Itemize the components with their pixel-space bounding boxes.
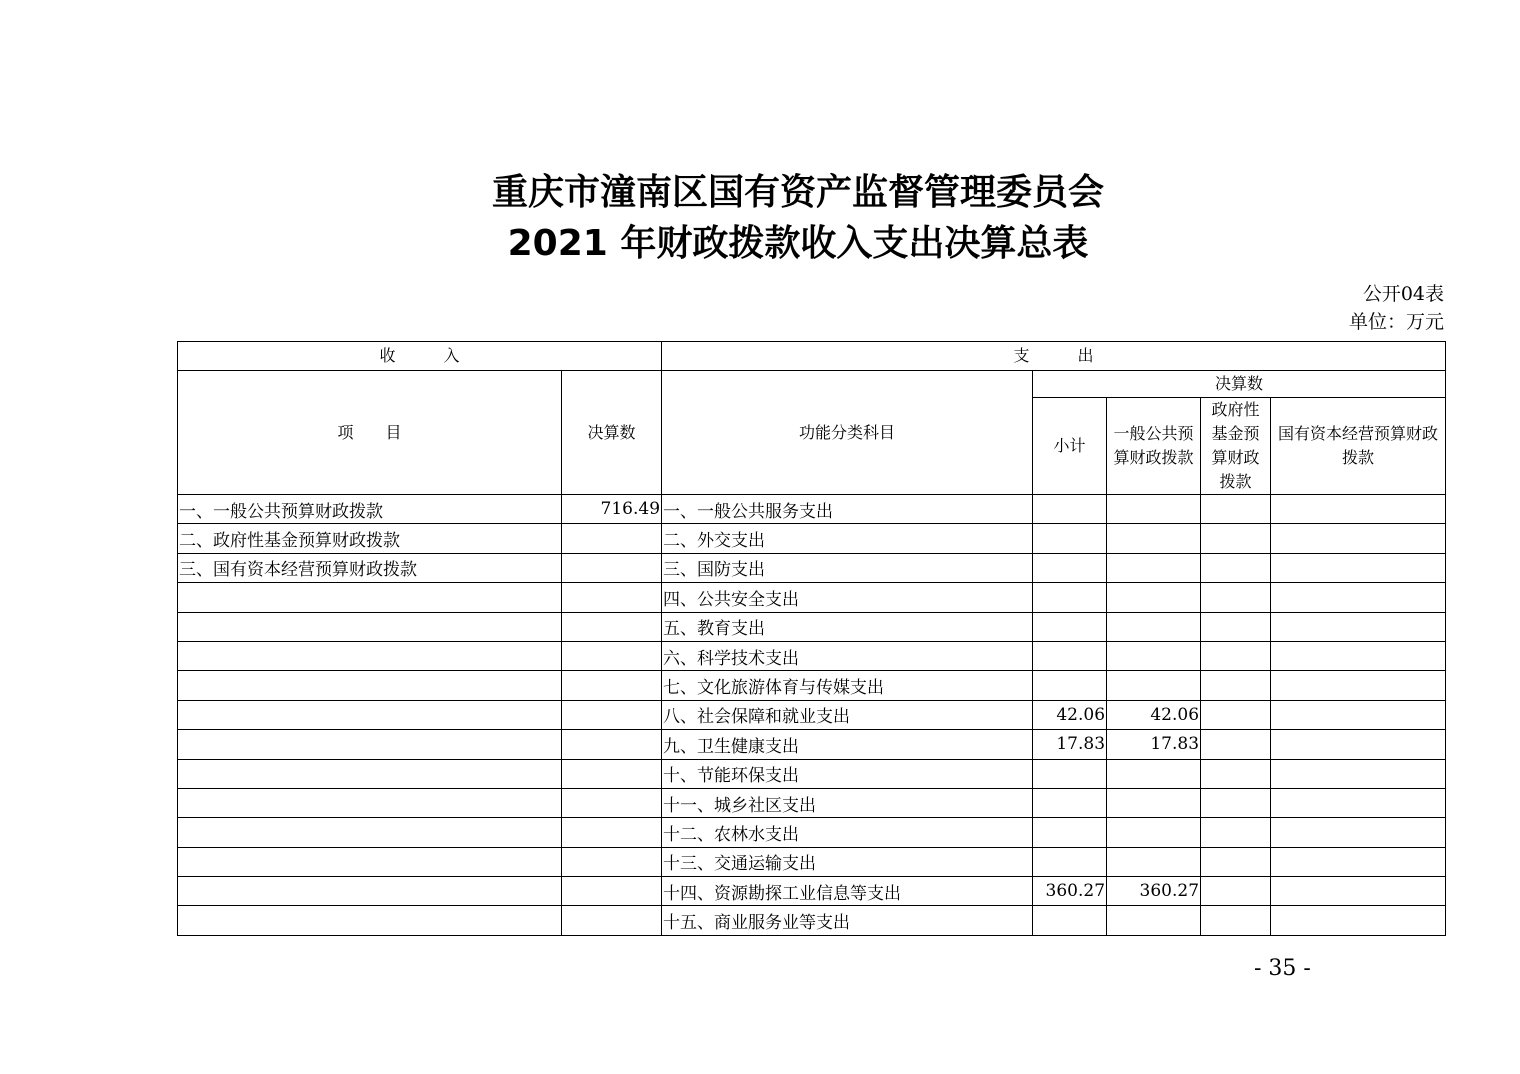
- subtotal-cell: 42.06: [1033, 700, 1107, 729]
- table-row: [178, 671, 1446, 700]
- state-capital-cell: [1271, 553, 1446, 582]
- income-amount-cell: [562, 612, 662, 641]
- general-public-cell: 42.06: [1107, 700, 1201, 729]
- document-title-line2: 2021 年财政拨款收入支出决算总表: [507, 223, 1089, 264]
- subtotal-cell: [1033, 818, 1107, 847]
- subtotal-cell: [1033, 759, 1107, 788]
- expense-item-cell: 十四、资源勘探工业信息等支出: [662, 877, 1033, 906]
- state-capital-cell: [1271, 700, 1446, 729]
- subtotal-cell: [1033, 612, 1107, 641]
- table-row: [178, 788, 1446, 817]
- income-amount-cell: [562, 759, 662, 788]
- income-amount-cell: [562, 818, 662, 847]
- gov-fund-budget-header: 政府性基金预算财政拨款: [1201, 398, 1271, 495]
- income-item-cell: [178, 847, 562, 876]
- expense-item-cell: 十三、交通运输支出: [662, 847, 1033, 876]
- subtotal-cell: 360.27: [1033, 877, 1107, 906]
- expense-item-cell: 五、教育支出: [662, 612, 1033, 641]
- gov-fund-cell: [1201, 612, 1271, 641]
- income-amount-cell: [562, 700, 662, 729]
- income-item-cell: [178, 583, 562, 612]
- income-amount-cell: [562, 847, 662, 876]
- income-header: 收 入: [178, 342, 662, 371]
- table-row: [178, 495, 1446, 524]
- state-capital-cell: [1271, 877, 1446, 906]
- expense-item-cell: 一、一般公共服务支出: [662, 495, 1033, 524]
- expense-item-cell: 十一、城乡社区支出: [662, 788, 1033, 817]
- general-public-cell: [1107, 818, 1201, 847]
- table-row: [178, 641, 1446, 670]
- table-row: [178, 877, 1446, 906]
- income-amount-cell: [562, 524, 662, 553]
- state-capital-cell: [1271, 495, 1446, 524]
- income-item-cell: 三、国有资本经营预算财政拨款: [178, 553, 562, 582]
- unit-label: 单位：万元: [1348, 311, 1444, 333]
- budget-summary-table: [177, 341, 1446, 936]
- table-row: [178, 524, 1446, 553]
- final-amount-group-header: 决算数: [1033, 371, 1446, 398]
- subtotal-cell: [1033, 906, 1107, 935]
- document-title-line1: 重庆市潼南区国有资产监督管理委员会: [491, 172, 1104, 213]
- table-row: [178, 847, 1446, 876]
- table-row: [178, 553, 1446, 582]
- gov-fund-cell: [1201, 641, 1271, 670]
- subtotal-cell: [1033, 583, 1107, 612]
- page-number: - 35 -: [1254, 956, 1311, 981]
- subtotal-cell: [1033, 495, 1107, 524]
- income-amount-cell: [562, 730, 662, 759]
- income-amount-cell: [562, 788, 662, 817]
- income-item-cell: [178, 877, 562, 906]
- final-amount-header: 决算数: [562, 371, 662, 495]
- general-public-cell: [1107, 524, 1201, 553]
- state-capital-budget-header: 国有资本经营预算财政拨款: [1271, 398, 1446, 495]
- state-capital-cell: [1271, 906, 1446, 935]
- income-item-cell: [178, 671, 562, 700]
- table-row: [178, 700, 1446, 729]
- income-item-cell: [178, 759, 562, 788]
- expense-item-cell: 十二、农林水支出: [662, 818, 1033, 847]
- state-capital-cell: [1271, 759, 1446, 788]
- subtotal-cell: [1033, 847, 1107, 876]
- general-public-cell: [1107, 583, 1201, 612]
- table-row: [178, 730, 1446, 759]
- subtotal-header: 小计: [1033, 398, 1107, 495]
- income-item-cell: [178, 818, 562, 847]
- expense-item-cell: 十五、商业服务业等支出: [662, 906, 1033, 935]
- income-amount-cell: [562, 583, 662, 612]
- gov-fund-cell: [1201, 583, 1271, 612]
- state-capital-cell: [1271, 730, 1446, 759]
- form-number: 公开04表: [1362, 283, 1444, 305]
- income-item-cell: [178, 788, 562, 817]
- general-public-cell: [1107, 641, 1201, 670]
- expense-item-cell: 四、公共安全支出: [662, 583, 1033, 612]
- gov-fund-cell: [1201, 788, 1271, 817]
- expense-item-cell: 九、卫生健康支出: [662, 730, 1033, 759]
- state-capital-cell: [1271, 583, 1446, 612]
- income-item-cell: [178, 612, 562, 641]
- state-capital-cell: [1271, 524, 1446, 553]
- subtotal-cell: [1033, 553, 1107, 582]
- general-public-cell: 360.27: [1107, 877, 1201, 906]
- subtotal-cell: [1033, 524, 1107, 553]
- general-public-cell: 17.83: [1107, 730, 1201, 759]
- gov-fund-cell: [1201, 877, 1271, 906]
- income-item-cell: [178, 906, 562, 935]
- income-amount-cell: [562, 877, 662, 906]
- gov-fund-cell: [1201, 671, 1271, 700]
- expense-item-cell: 十、节能环保支出: [662, 759, 1033, 788]
- general-public-budget-header: 一般公共预算财政拨款: [1107, 398, 1201, 495]
- gov-fund-cell: [1201, 730, 1271, 759]
- gov-fund-cell: [1201, 759, 1271, 788]
- income-amount-cell: [562, 906, 662, 935]
- subtotal-cell: [1033, 788, 1107, 817]
- gov-fund-cell: [1201, 818, 1271, 847]
- income-amount-cell: [562, 553, 662, 582]
- general-public-cell: [1107, 906, 1201, 935]
- state-capital-cell: [1271, 612, 1446, 641]
- state-capital-cell: [1271, 671, 1446, 700]
- general-public-cell: [1107, 759, 1201, 788]
- general-public-cell: [1107, 495, 1201, 524]
- gov-fund-cell: [1201, 553, 1271, 582]
- subtotal-cell: [1033, 641, 1107, 670]
- income-amount-cell: 716.49: [562, 495, 662, 524]
- expense-item-cell: 七、文化旅游体育与传媒支出: [662, 671, 1033, 700]
- general-public-cell: [1107, 847, 1201, 876]
- state-capital-cell: [1271, 641, 1446, 670]
- general-public-cell: [1107, 671, 1201, 700]
- expense-item-cell: 二、外交支出: [662, 524, 1033, 553]
- gov-fund-cell: [1201, 906, 1271, 935]
- expense-item-cell: 八、社会保障和就业支出: [662, 700, 1033, 729]
- gov-fund-cell: [1201, 495, 1271, 524]
- income-item-cell: [178, 700, 562, 729]
- table-body: [178, 495, 1446, 936]
- gov-fund-cell: [1201, 847, 1271, 876]
- expense-header: 支 出: [662, 342, 1446, 371]
- expense-item-cell: 三、国防支出: [662, 553, 1033, 582]
- table-row: [178, 583, 1446, 612]
- general-public-cell: [1107, 553, 1201, 582]
- function-category-header: 功能分类科目: [662, 371, 1033, 495]
- table-row: [178, 818, 1446, 847]
- state-capital-cell: [1271, 847, 1446, 876]
- table-row: [178, 759, 1446, 788]
- income-item-cell: [178, 641, 562, 670]
- income-item-cell: 二、政府性基金预算财政拨款: [178, 524, 562, 553]
- general-public-cell: [1107, 612, 1201, 641]
- subtotal-cell: 17.83: [1033, 730, 1107, 759]
- state-capital-cell: [1271, 788, 1446, 817]
- gov-fund-cell: [1201, 524, 1271, 553]
- income-item-cell: [178, 730, 562, 759]
- subtotal-cell: [1033, 671, 1107, 700]
- table-row: [178, 906, 1446, 935]
- income-item-cell: 一、一般公共预算财政拨款: [178, 495, 562, 524]
- general-public-cell: [1107, 788, 1201, 817]
- state-capital-cell: [1271, 818, 1446, 847]
- income-amount-cell: [562, 671, 662, 700]
- expense-item-cell: 六、科学技术支出: [662, 641, 1033, 670]
- item-header: 项 目: [178, 371, 562, 495]
- table-row: [178, 612, 1446, 641]
- gov-fund-cell: [1201, 700, 1271, 729]
- income-amount-cell: [562, 641, 662, 670]
